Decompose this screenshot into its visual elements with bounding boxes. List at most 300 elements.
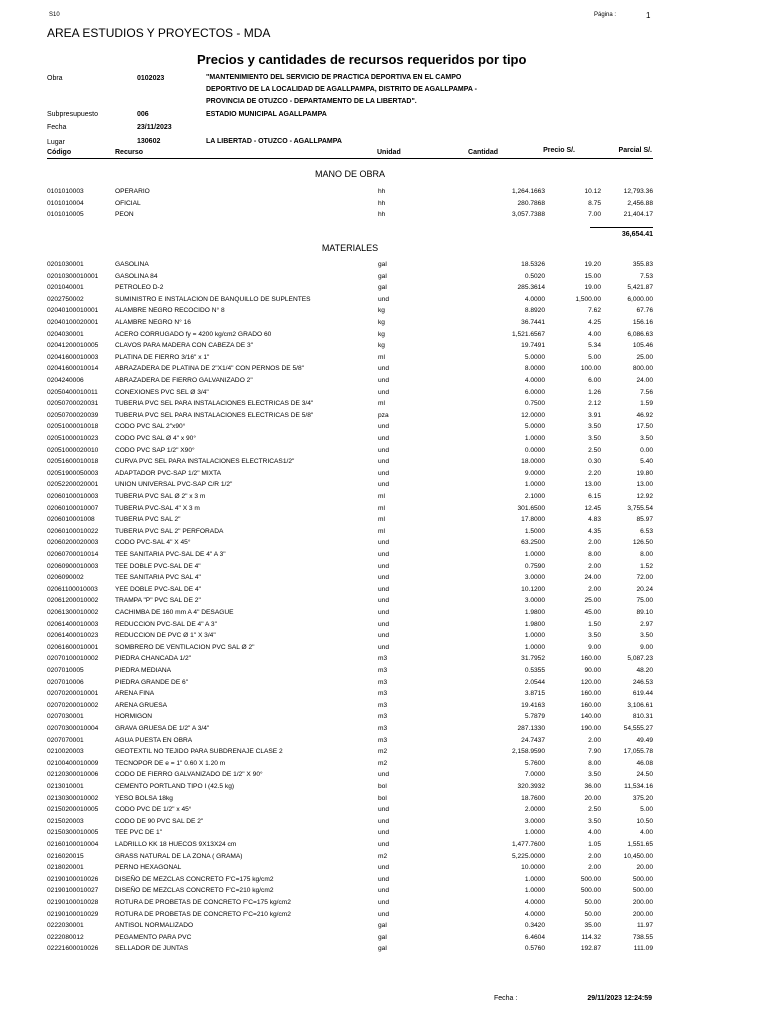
row-quantity: 3.0000 <box>524 574 545 582</box>
row-price: 0.30 <box>588 458 601 466</box>
row-partial: 2.97 <box>640 620 653 628</box>
fecha-label: Fecha <box>47 124 67 131</box>
row-price: 3.50 <box>588 632 601 640</box>
row-price: 6.15 <box>588 493 601 500</box>
row-partial: 5.00 <box>640 806 653 814</box>
row-price: 13.00 <box>584 481 601 489</box>
table-row <box>47 584 653 595</box>
row-resource: REDUCCION DE PVC Ø 1" X 3/4" <box>115 632 216 640</box>
row-quantity: 18.5326 <box>521 261 545 268</box>
table-row <box>47 839 653 850</box>
row-code: 0215020003 <box>47 817 84 825</box>
col-parcial: Parcial S/. <box>618 147 652 154</box>
row-partial: 85.97 <box>636 516 653 524</box>
table-row <box>47 909 653 920</box>
row-unit: ml <box>378 504 385 512</box>
row-code: 02061100010003 <box>47 585 98 593</box>
col-recurso: Recurso <box>115 149 144 156</box>
row-resource: TEE SANITARIA PVC-SAL DE 4" A 3" <box>115 551 226 558</box>
row-unit: und <box>378 574 390 582</box>
row-code: 02120300010006 <box>47 771 99 779</box>
row-code: 02160100010004 <box>47 841 99 848</box>
row-price: 2.00 <box>588 562 601 570</box>
row-resource: PEGAMENTO PARA PVC <box>115 933 192 941</box>
row-resource: HORMIGON <box>115 713 152 721</box>
row-unit: und <box>378 458 390 466</box>
row-price: 190.00 <box>580 725 601 732</box>
report-title: Precios y cantidades de recursos requeridos por tipo <box>197 52 527 67</box>
row-price: 7.62 <box>588 307 601 315</box>
row-quantity: 1,521.6567 <box>511 330 545 338</box>
row-unit: ml <box>378 516 385 524</box>
row-quantity: 3.8715 <box>524 690 545 698</box>
row-price: 10.12 <box>584 188 601 195</box>
row-code: 02150200010005 <box>47 806 99 814</box>
table-row <box>47 186 653 197</box>
row-resource: PIEDRA MEDIANA <box>115 667 172 674</box>
row-unit: und <box>378 435 390 442</box>
row-partial: 17.50 <box>636 423 653 431</box>
row-price: 2.00 <box>588 864 601 872</box>
section-mano-obra-title: MANO DE OBRA <box>314 169 385 179</box>
row-partial: 67.76 <box>636 307 653 315</box>
table-row <box>47 352 653 363</box>
row-code: 02052200020001 <box>47 481 99 489</box>
row-unit: und <box>378 887 390 895</box>
table-row <box>47 862 653 873</box>
row-partial: 738.55 <box>632 933 653 941</box>
obra-line-3: PROVINCIA DE OTUZCO - DEPARTAMENTO DE LA LIBERTAD". <box>206 98 417 105</box>
table-row <box>47 874 653 885</box>
row-resource: PIEDRA GRANDE DE 6" <box>115 678 189 686</box>
row-partial: 1.52 <box>640 562 653 570</box>
obra-line-1: "MANTENIMIENTO DEL SERVICIO DE PRACTICA DEPORTIVA EN EL CAMPO <box>206 74 462 81</box>
row-partial: 500.00 <box>632 887 653 895</box>
row-price: 160.00 <box>580 690 601 698</box>
table-row <box>47 781 653 792</box>
row-price: 4.35 <box>588 527 601 535</box>
row-resource: ALAMBRE NEGRO N° 16 <box>115 319 191 326</box>
row-price: 3.50 <box>588 771 601 779</box>
row-partial: 24.00 <box>636 377 653 384</box>
table-row <box>47 688 653 699</box>
row-resource: CODO PVC SAL 2"x90° <box>115 423 186 431</box>
row-resource: CODO PVC SAP 1/2" X90° <box>115 446 195 454</box>
row-partial: 5,087.23 <box>627 655 653 663</box>
row-code: 02041600010014 <box>47 365 99 373</box>
row-resource: ROTURA DE PROBETAS DE CONCRETO F'C=175 kg/cm2 <box>115 899 291 906</box>
row-partial: 20.00 <box>636 864 653 872</box>
report-code: S10 <box>49 12 60 18</box>
row-quantity: 1,264.1663 <box>511 188 545 195</box>
row-resource: CODO PVC-SAL 4" X 45° <box>115 539 191 547</box>
row-code: 02070300010004 <box>47 725 99 732</box>
row-code: 0207010006 <box>47 678 84 686</box>
row-partial: 21,404.17 <box>623 211 653 219</box>
row-unit: hh <box>378 188 386 195</box>
obra-label: Obra <box>47 75 63 82</box>
row-price: 25.00 <box>584 597 601 605</box>
row-unit: und <box>378 365 390 373</box>
row-resource: PEON <box>115 211 134 219</box>
table-row <box>47 943 653 954</box>
row-code: 02051000020010 <box>47 446 99 454</box>
row-price: 4.00 <box>588 330 601 338</box>
row-code: 02050700020039 <box>47 411 99 419</box>
row-code: 02060200020003 <box>47 539 99 547</box>
row-quantity: 18.7600 <box>521 794 545 802</box>
row-price: 35.00 <box>584 922 601 930</box>
row-unit: und <box>378 609 390 616</box>
row-quantity: 10.0000 <box>521 864 545 872</box>
row-resource: CODO DE FIERRO GALVANIZADO DE 1/2" X 90° <box>115 771 263 779</box>
table-row <box>47 642 653 653</box>
row-price: 4.25 <box>588 319 601 326</box>
row-quantity: 280.7868 <box>517 199 545 207</box>
row-resource: TEE PVC DE 1" <box>115 829 163 837</box>
row-code: 0222080012 <box>47 933 84 941</box>
row-price: 7.00 <box>588 211 601 219</box>
row-unit: m3 <box>378 690 388 698</box>
table-row <box>47 549 653 560</box>
row-code: 0213010001 <box>47 783 84 790</box>
row-partial: 7.53 <box>640 272 653 280</box>
row-code: 02051600010018 <box>47 458 99 466</box>
table-row <box>47 271 653 282</box>
table-row <box>47 259 653 270</box>
table-row <box>47 363 653 374</box>
row-price: 4.83 <box>588 516 601 524</box>
lugar-code: 130602 <box>137 138 161 145</box>
row-resource: DISEÑO DE MEZCLAS CONCRETO F'C=210 kg/cm2 <box>115 887 274 895</box>
row-price: 192.87 <box>580 945 601 953</box>
footer-fecha-value: 29/11/2023 12:24:59 <box>587 995 652 1002</box>
row-unit: hh <box>378 211 386 219</box>
table-row <box>47 387 653 398</box>
row-code: 0206010001008 <box>47 516 95 524</box>
row-partial: 156.16 <box>632 319 653 326</box>
row-quantity: 19.4163 <box>521 701 545 709</box>
row-partial: 200.00 <box>632 910 653 918</box>
row-quantity: 6.0000 <box>524 388 545 396</box>
row-code: 0222030001 <box>47 922 84 930</box>
table-row <box>47 769 653 780</box>
row-partial: 12,793.36 <box>623 188 653 195</box>
table-row <box>47 398 653 409</box>
row-quantity: 12.0000 <box>521 411 545 419</box>
table-row <box>47 932 653 943</box>
row-unit: und <box>378 551 390 558</box>
row-resource: TUBERIA PVC SAL Ø 2" x 3 m <box>115 493 206 500</box>
subpresupuesto-name: ESTADIO MUNICIPAL AGALLPAMPA <box>206 111 327 118</box>
table-row <box>47 340 653 351</box>
row-unit: gal <box>378 272 387 280</box>
row-unit: und <box>378 469 390 477</box>
row-partial: 3,755.54 <box>627 504 653 512</box>
row-code: 0101010004 <box>47 199 84 207</box>
row-quantity: 1.0000 <box>524 551 545 558</box>
table-row <box>47 804 653 815</box>
row-quantity: 31.7952 <box>521 655 545 663</box>
col-codigo: Código <box>47 149 72 156</box>
row-partial: 12.92 <box>636 493 653 500</box>
table-row <box>47 421 653 432</box>
row-quantity: 10.1200 <box>521 585 545 593</box>
row-partial: 25.00 <box>636 353 653 361</box>
row-resource: CONEXIONES PVC SEL Ø 3/4" <box>115 388 209 396</box>
row-unit: hh <box>378 199 386 207</box>
row-partial: 2,456.88 <box>627 199 653 207</box>
row-partial: 105.46 <box>632 342 653 350</box>
row-code: 0207030001 <box>47 713 84 721</box>
page-number: 1 <box>646 11 651 20</box>
row-partial: 810.31 <box>632 713 653 721</box>
row-code: 02061200010002 <box>47 597 99 605</box>
table-row <box>47 677 653 688</box>
row-price: 36.00 <box>584 783 601 790</box>
row-code: 02061400010003 <box>47 620 99 628</box>
row-code: 02060100010022 <box>47 527 99 535</box>
row-price: 2.00 <box>588 852 601 860</box>
row-unit: bol <box>378 783 387 790</box>
row-resource: YESO BOLSA 18kg <box>115 794 173 802</box>
row-partial: 375.20 <box>632 794 653 802</box>
table-row <box>47 607 653 618</box>
row-code: 02150300010005 <box>47 829 99 837</box>
row-unit: m2 <box>378 748 388 756</box>
row-resource: UNION UNIVERSAL PVC-SAP C/R 1/2" <box>115 481 233 489</box>
row-unit: und <box>378 899 390 906</box>
row-code: 02190100010027 <box>47 887 99 895</box>
row-resource: SOMBRERO DE VENTILACION PVC SAL Ø 2" <box>115 643 255 651</box>
row-quantity: 6.4604 <box>524 933 545 941</box>
lugar-label: Lugar <box>47 139 65 146</box>
row-unit: ml <box>378 353 385 361</box>
row-partial: 17,055.78 <box>623 748 653 756</box>
row-price: 160.00 <box>580 655 601 663</box>
row-partial: 48.20 <box>636 667 653 674</box>
row-code: 02050700020031 <box>47 400 99 408</box>
row-price: 2.50 <box>588 446 601 454</box>
row-partial: 24.50 <box>636 771 653 779</box>
row-price: 5.34 <box>588 342 601 350</box>
row-quantity: 4.0000 <box>524 910 545 918</box>
row-code: 0207070001 <box>47 736 84 744</box>
row-unit: und <box>378 388 390 396</box>
row-unit: kg <box>378 342 385 350</box>
row-code: 02060100010003 <box>47 493 99 500</box>
row-resource: TUBERIA PVC SAL 2" <box>115 516 181 524</box>
row-partial: 4.00 <box>640 829 653 837</box>
row-partial: 111.09 <box>633 945 653 953</box>
row-quantity: 5.0000 <box>524 423 545 431</box>
row-resource: ACERO CORRUGADO fy = 4200 kg/cm2 GRADO 60 <box>115 330 272 338</box>
row-partial: 126.50 <box>632 539 653 547</box>
row-resource: AGUA PUESTA EN OBRA <box>115 736 193 744</box>
row-unit: und <box>378 423 390 431</box>
row-resource: CLAVOS PARA MADERA CON CABEZA DE 3" <box>115 342 254 350</box>
row-unit: und <box>378 910 390 918</box>
table-row <box>47 537 653 548</box>
row-price: 2.00 <box>588 585 601 593</box>
table-row <box>47 468 653 479</box>
row-resource: DISEÑO DE MEZCLAS CONCRETO F'C=175 kg/cm2 <box>115 875 274 883</box>
row-resource: TUBERIA PVC SEL PARA INSTALACIONES ELECTRICAS DE 5/8" <box>115 411 314 419</box>
subpresupuesto-code: 006 <box>137 111 149 118</box>
row-resource: CEMENTO PORTLAND TIPO I (42.5 kg) <box>115 783 235 790</box>
row-code: 02221600010026 <box>47 945 99 953</box>
row-code: 0204030001 <box>47 330 84 338</box>
table-row <box>47 619 653 630</box>
row-resource: TEE SANITARIA PVC SAL 4" <box>115 574 201 582</box>
row-quantity: 0.3420 <box>524 922 545 930</box>
section-materiales-title: MATERIALES <box>321 243 379 253</box>
row-quantity: 5.7600 <box>524 759 545 767</box>
row-price: 8.75 <box>588 199 601 207</box>
row-code: 0101010005 <box>47 211 84 219</box>
row-unit: und <box>378 295 390 303</box>
obra-code: 0102023 <box>137 75 165 82</box>
row-resource: ROTURA DE PROBETAS DE CONCRETO F'C=210 kg/cm2 <box>115 910 291 918</box>
row-partial: 13.00 <box>636 481 653 489</box>
row-price: 4.00 <box>588 829 601 837</box>
row-quantity: 1.0000 <box>524 643 545 651</box>
row-price: 15.00 <box>584 272 601 280</box>
row-unit: und <box>378 841 390 848</box>
table-row <box>47 561 653 572</box>
row-code: 0207010005 <box>47 667 84 674</box>
row-code: 0204240006 <box>47 377 84 384</box>
col-precio: Precio S/. <box>543 147 575 154</box>
row-unit: gal <box>378 922 387 930</box>
row-quantity: 0.5760 <box>524 945 545 953</box>
row-quantity: 0.5020 <box>524 272 545 280</box>
row-unit: und <box>378 377 390 384</box>
row-resource: PETROLEO D-2 <box>115 284 164 292</box>
row-resource: GASOLINA <box>115 261 149 268</box>
row-resource: PIEDRA CHANCADA 1/2" <box>115 655 191 663</box>
row-code: 02190100010029 <box>47 910 99 918</box>
row-resource: TEE DOBLE PVC-SAL DE 4" <box>115 562 201 570</box>
row-resource: GEOTEXTIL NO TEJIDO PARA SUBDRENAJE CLASE 2 <box>115 748 283 756</box>
company-title: AREA ESTUDIOS Y PROYECTOS - MDA <box>47 26 271 40</box>
row-resource: CODO PVC SAL Ø 4" x 90° <box>115 435 196 442</box>
row-partial: 46.92 <box>636 411 653 419</box>
row-resource: SELLADOR DE JUNTAS <box>115 945 189 953</box>
table-row <box>47 816 653 827</box>
row-quantity: 285.3614 <box>517 284 545 292</box>
row-unit: m2 <box>378 759 388 767</box>
row-unit: und <box>378 597 390 605</box>
table-row <box>47 491 653 502</box>
row-price: 6.00 <box>588 377 601 384</box>
row-quantity: 36.7441 <box>521 319 545 326</box>
row-code: 02060700010014 <box>47 551 99 558</box>
table-row <box>47 479 653 490</box>
row-quantity: 1.0000 <box>524 875 545 883</box>
row-quantity: 287.1330 <box>517 725 545 732</box>
row-quantity: 17.8000 <box>521 516 545 524</box>
row-resource: LADRILLO KK 18 HUECOS 9X13X24 cm <box>115 841 237 848</box>
row-code: 02190100010028 <box>47 899 99 906</box>
row-price: 19.00 <box>584 284 601 292</box>
row-code: 02060100010007 <box>47 504 99 512</box>
table-row <box>47 885 653 896</box>
table-row <box>47 630 653 641</box>
row-code: 02190100010026 <box>47 875 99 883</box>
row-unit: gal <box>378 945 387 953</box>
row-quantity: 9.0000 <box>524 469 545 477</box>
row-code: 02061600010001 <box>47 643 99 651</box>
row-code: 02010300010001 <box>47 272 99 280</box>
fecha-value: 23/11/2023 <box>137 124 172 131</box>
table-row <box>47 433 653 444</box>
row-quantity: 1.0000 <box>524 887 545 895</box>
row-resource: ADAPTADOR PVC-SAP 1/2" MIXTA <box>115 469 222 477</box>
row-quantity: 5.0000 <box>524 353 545 361</box>
row-price: 8.00 <box>588 551 601 558</box>
row-resource: ARENA GRUESA <box>115 701 168 709</box>
row-price: 2.00 <box>588 539 601 547</box>
row-quantity: 0.5355 <box>524 667 545 674</box>
row-quantity: 0.7500 <box>524 400 545 408</box>
row-partial: 1.59 <box>640 400 653 408</box>
col-cantidad: Cantidad <box>468 149 498 156</box>
row-partial: 619.44 <box>632 690 653 698</box>
row-unit: gal <box>378 284 387 292</box>
row-quantity: 2.1000 <box>524 493 545 500</box>
row-partial: 355.83 <box>632 261 653 268</box>
table-row <box>47 653 653 664</box>
row-price: 90.00 <box>584 667 601 674</box>
row-resource: TRAMPA "P" PVC SAL DE 2" <box>115 597 201 605</box>
row-quantity: 1.0000 <box>524 435 545 442</box>
subpresupuesto-label: Subpresupuesto <box>47 111 98 118</box>
table-row <box>47 410 653 421</box>
row-price: 500.00 <box>580 887 601 895</box>
row-quantity: 1.9800 <box>524 609 545 616</box>
row-price: 160.00 <box>580 701 601 709</box>
table-row <box>47 375 653 386</box>
row-partial: 11,534.16 <box>624 783 653 790</box>
row-resource: CACHIMBA DE 160 mm A 4" DESAGUE <box>115 609 234 616</box>
table-row <box>47 758 653 769</box>
row-unit: ml <box>378 493 385 500</box>
row-resource: PLATINA DE FIERRO 3/16" x 1" <box>115 353 210 361</box>
row-partial: 5,421.87 <box>627 284 653 292</box>
table-row <box>47 456 653 467</box>
row-partial: 75.00 <box>636 597 653 605</box>
row-quantity: 8.8920 <box>524 307 545 315</box>
row-resource: TECNOPOR DE e = 1" 0.60 X 1.20 m <box>115 759 226 767</box>
table-row <box>47 514 653 525</box>
row-partial: 10,450.00 <box>623 852 653 860</box>
row-unit: pza <box>378 411 389 419</box>
row-quantity: 2,158.9590 <box>511 748 545 756</box>
row-unit: m3 <box>378 725 388 732</box>
row-resource: ARENA FINA <box>115 690 155 698</box>
row-unit: und <box>378 446 390 454</box>
row-price: 140.00 <box>580 713 601 721</box>
row-unit: kg <box>378 319 385 326</box>
row-price: 100.00 <box>580 365 601 373</box>
table-row <box>47 503 653 514</box>
row-quantity: 4.0000 <box>524 899 545 906</box>
row-code: 0210020003 <box>47 748 84 756</box>
row-unit: m3 <box>378 667 388 674</box>
row-resource: CODO PVC DE 1/2" x 45° <box>115 806 192 814</box>
row-partial: 0.00 <box>640 446 653 454</box>
